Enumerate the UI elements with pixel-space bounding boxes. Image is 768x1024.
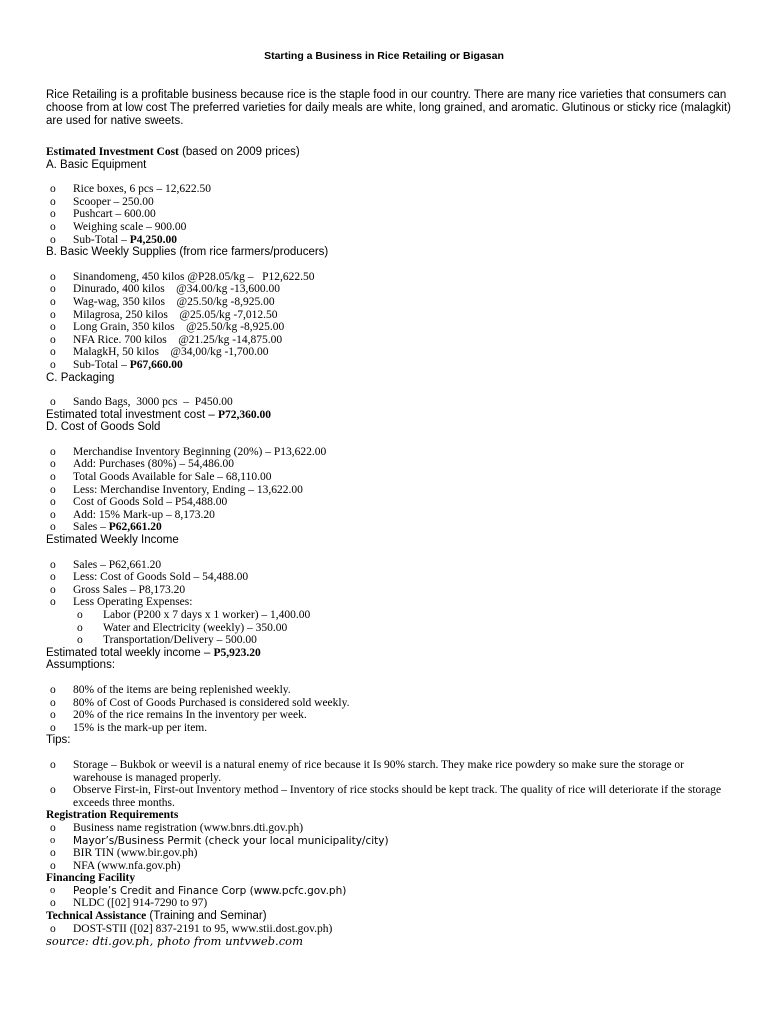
equipment-heading: A. Basic Equipment	[46, 158, 147, 171]
source-note: source: dti.gov.ph, photo from untvweb.com	[46, 934, 303, 949]
investment-heading-bold: Estimated Investment Cost	[46, 146, 179, 158]
document-title: Starting a Business in Rice Retailing or Bigasan	[264, 50, 504, 62]
income-total: Estimated total weekly income – P5,923.20	[46, 646, 261, 659]
list-item: o Less Operating Expenses:	[50, 596, 193, 609]
list-item: o Milagrosa, 250 kilos @25.05/kg -7,012.50	[50, 308, 278, 321]
list-item: o 20% of the rice remains In the inventory per week.	[50, 709, 307, 722]
list-item: o Pushcart – 600.00	[50, 208, 156, 221]
list-item: o DOST-STII ([02] 837-2191 to 95, www.stii.dost.gov.ph)	[50, 922, 333, 935]
list-item: o NFA (www.nfa.gov.ph)	[50, 859, 181, 872]
list-item: o Sando Bags, 3000 pcs – P450.00	[50, 396, 233, 409]
list-item: o Observe First-in, First-out Inventory method – Inventory of rice stocks should be kept track. The quality of rice will deteriorate if the storage exceeds three months.	[50, 784, 722, 809]
list-item: o Business name registration (www.bnrs.dti.gov.ph)	[50, 821, 304, 834]
financing-heading: Financing Facility	[46, 872, 136, 885]
list-item: o Scooper – 250.00	[50, 195, 154, 208]
technical-heading: Technical Assistance (Training and Seminar)	[46, 910, 267, 923]
list-item: o BIR TIN (www.bir.gov.ph)	[50, 847, 198, 860]
list-item: o Merchandise Inventory Beginning (20%) – P13,622.00	[50, 445, 327, 458]
list-item: o Mayor’s/Business Permit (check your local municipality/city)	[50, 834, 389, 847]
list-item: o Wag-wag, 350 kilos @25.50/kg -8,925.00	[50, 295, 275, 308]
list-item: o Storage – Bukbok or weevil is a natural enemy of rice because it Is 90% starch. They make rice powdery so make sure the storage or warehouse is managed properly.	[50, 758, 684, 784]
assumptions-heading: Assumptions:	[46, 659, 116, 672]
list-item: o Add: Purchases (80%) – 54,486.00	[50, 458, 234, 471]
supplies-heading: B. Basic Weekly Supplies (from rice farmers/producers)	[46, 246, 329, 259]
supplies-subtotal: o Sub-Total – P67,660.00	[50, 358, 183, 371]
list-item: o 80% of Cost of Goods Purchased is considered sold weekly.	[50, 696, 350, 709]
list-item: o Add: 15% Mark-up – 8,173.20	[50, 508, 215, 521]
cogs-heading: D. Cost of Goods Sold	[46, 421, 161, 434]
list-item: o People’s Credit and Finance Corp (www.pcfc.gov.ph)	[50, 884, 347, 897]
list-item: o Less: Cost of Goods Sold – 54,488.00	[50, 571, 249, 584]
list-item: o 80% of the items are being replenished weekly.	[50, 683, 291, 696]
list-item: o Sales – P62,661.20	[50, 558, 162, 571]
list-item: o Dinurado, 400 kilos @34.00/kg -13,600.00	[50, 283, 281, 296]
investment-total: Estimated total investment cost – P72,360.00	[46, 408, 271, 421]
list-item: o Cost of Goods Sold – P54,488.00	[50, 496, 228, 509]
investment-section	[46, 146, 736, 948]
list-item: o Gross Sales – P8,173.20	[50, 583, 186, 596]
list-item: o Weighing scale – 900.00	[50, 220, 187, 233]
investment-heading	[46, 146, 736, 159]
packaging-heading: C. Packaging	[46, 371, 115, 384]
intro-paragraph: Rice Retailing is a profitable business because rice is the staple food in our country. There are many rice varieties that consumers can choose from at low cost The preferred varieties for daily meals are white, long grained, and aromatic. Glutinous or sticky rice (malagkit) are used for native sweets.	[46, 89, 731, 127]
registration-heading: Registration Requirements	[46, 809, 179, 822]
list-item: o 15% is the mark-up per item.	[50, 721, 208, 734]
expense-item: o Labor (P200 x 7 days x 1 worker) – 1,400.00	[77, 609, 311, 621]
expense-item: o Transportation/Delivery – 500.00	[77, 634, 257, 647]
list-item: o Rice boxes, 6 pcs – 12,622.50	[50, 183, 211, 196]
list-item: o Sinandomeng, 450 kilos @P28.05/kg – P12,622.50	[50, 270, 315, 283]
list-item: o NFA Rice. 700 kilos @21.25/kg -14,875.00	[50, 333, 283, 346]
list-item: o Less: Merchandise Inventory, Ending – 13,622.00	[50, 483, 303, 496]
expense-item: o Water and Electricity (weekly) – 350.00	[77, 621, 288, 634]
cogs-sales: o Sales – P62,661.20	[50, 521, 162, 534]
investment-heading-note: (based on 2009 prices)	[178, 146, 300, 158]
list-item: o NLDC ([02] 914-7290 to 97)	[50, 897, 208, 910]
list-item: o Total Goods Available for Sale – 68,110.00	[50, 471, 272, 484]
equipment-subtotal: o Sub-Total – P4,250.00	[50, 233, 177, 246]
tips-heading: Tips:	[46, 734, 71, 747]
income-heading: Estimated Weekly Income	[46, 534, 179, 547]
list-item: o Long Grain, 350 kilos @25.50/kg -8,925.00	[50, 321, 285, 334]
list-item: o MalagkH, 50 kilos @34,00/kg -1,700.00	[50, 346, 269, 359]
